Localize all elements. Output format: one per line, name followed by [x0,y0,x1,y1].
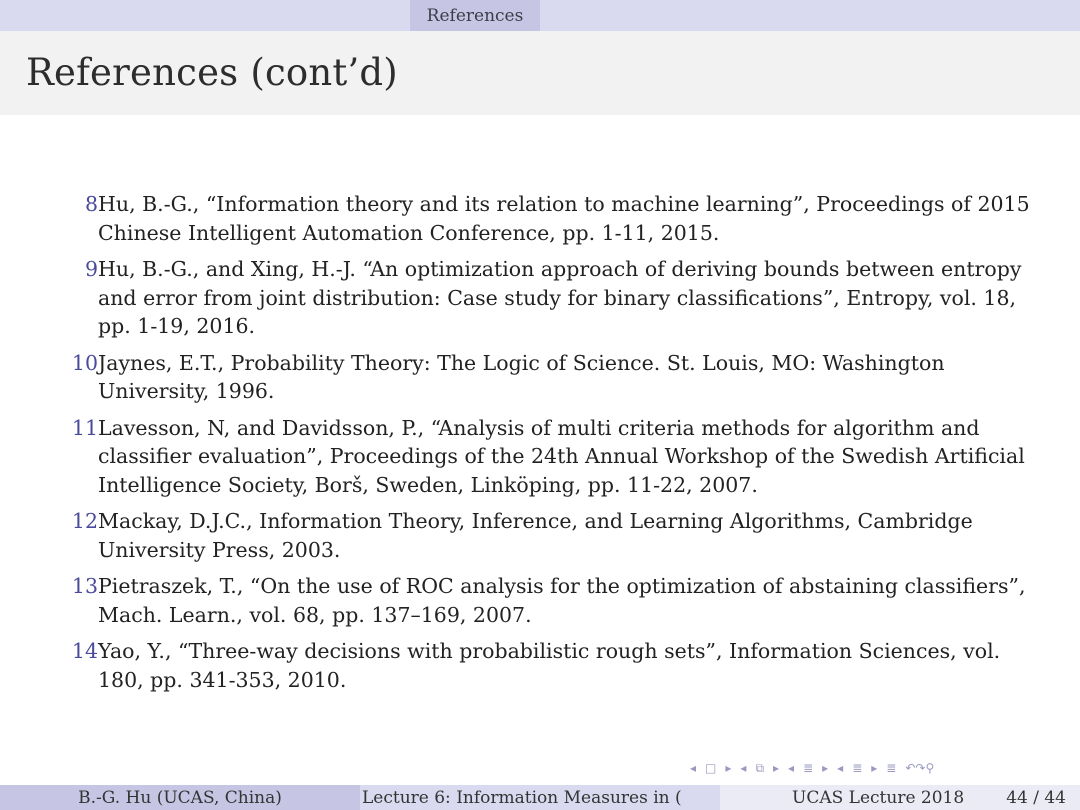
page-number: 44 / 44 [1006,787,1066,808]
reference-number: 13 [71,574,98,598]
subsection-icon[interactable]: ⧉ [755,760,765,775]
reference-text: Lavesson, N, and Davidsson, P., “Analysis of multi criteria methods for algorithm and classifier evaluation”, Proceedings of the 24th Annual Workshop of the Swedish Artificial Intelligence Society, Borš, Sweden, Linköping, pp. 11-22, 2007. [98,415,1025,497]
reference-item [52,349,1052,406]
top-navigation-bar [0,0,1080,31]
reference-item [52,190,1052,247]
footer-event: UCAS Lecture 2018 [792,787,965,808]
prev-subsection-icon[interactable]: ◂ [740,761,747,775]
footer-bar [0,785,1080,810]
reference-item [52,507,1052,564]
back-forward-search-icon[interactable]: ↶↷⚲ [905,761,935,775]
footer-lecture-text: Lecture 6: Information Measures in ( [362,787,682,808]
reference-item [52,255,1052,341]
reference-item [52,637,1052,694]
reference-number: 8 [84,192,98,216]
beamer-navigation-symbols [690,758,1080,778]
next-section-icon[interactable]: ▸ [822,761,829,775]
reference-text: Hu, B.-G., and Xing, H.-J. “An optimization approach of deriving bounds between entropy and error from joint distribution: Case study for binary classifications”, Entropy, vol. 18, pp. 1-19, 2016. [98,257,1022,338]
reference-item [52,572,1052,629]
reference-text: Jaynes, E.T., Probability Theory: The Logic of Science. St. Louis, MO: Washington University, 1996. [98,350,945,403]
frame-title-bar [0,31,1080,115]
reference-list [52,190,1052,702]
next-subsection-icon[interactable]: ▸ [773,761,780,775]
reference-text: Yao, Y., “Three-way decisions with probabilistic rough sets”, Information Sciences, vol. 180, pp. 341-353, 2010. [98,639,1001,692]
prev-section-icon[interactable]: ◂ [788,761,795,775]
prev-frame-icon[interactable]: ◂ [690,761,697,775]
reference-number: 11 [71,415,98,440]
next-toc-icon[interactable]: ▸ [871,761,878,775]
footer-event-page [720,785,1080,810]
reference-number: 12 [71,509,98,533]
reference-text: Mackay, D.J.C., Information Theory, Inference, and Learning Algorithms, Cambridge University Press, 2003. [98,509,973,562]
toc-icon[interactable]: ≣ [852,761,863,775]
document-icon[interactable]: ≣ [886,761,897,775]
reference-text: Hu, B.-G., “Information theory and its relation to machine learning”, Proceedings of 2015 Chinese Intelligent Automation Conference, pp. 1-11, 2015. [98,192,1030,245]
prev-toc-icon[interactable]: ◂ [837,761,844,775]
reference-item [52,414,1052,500]
reference-number: 14 [71,639,98,663]
reference-number: 10 [71,350,98,375]
page-title: References (cont’d) [26,51,398,94]
reference-text: Pietraszek, T., “On the use of ROC analysis for the optimization of abstaining classifiers”, Mach. Learn., vol. 68, pp. 137–169, 2007. [98,574,1026,627]
reference-number: 9 [84,257,98,281]
next-frame-icon[interactable]: ▸ [725,761,732,775]
section-icon[interactable]: ≣ [803,761,814,775]
frame-icon[interactable]: □ [705,761,717,775]
nav-section-references[interactable]: References [410,0,540,31]
footer-lecture-title [360,785,720,810]
footer-author: B.-G. Hu (UCAS, China) [0,785,360,810]
